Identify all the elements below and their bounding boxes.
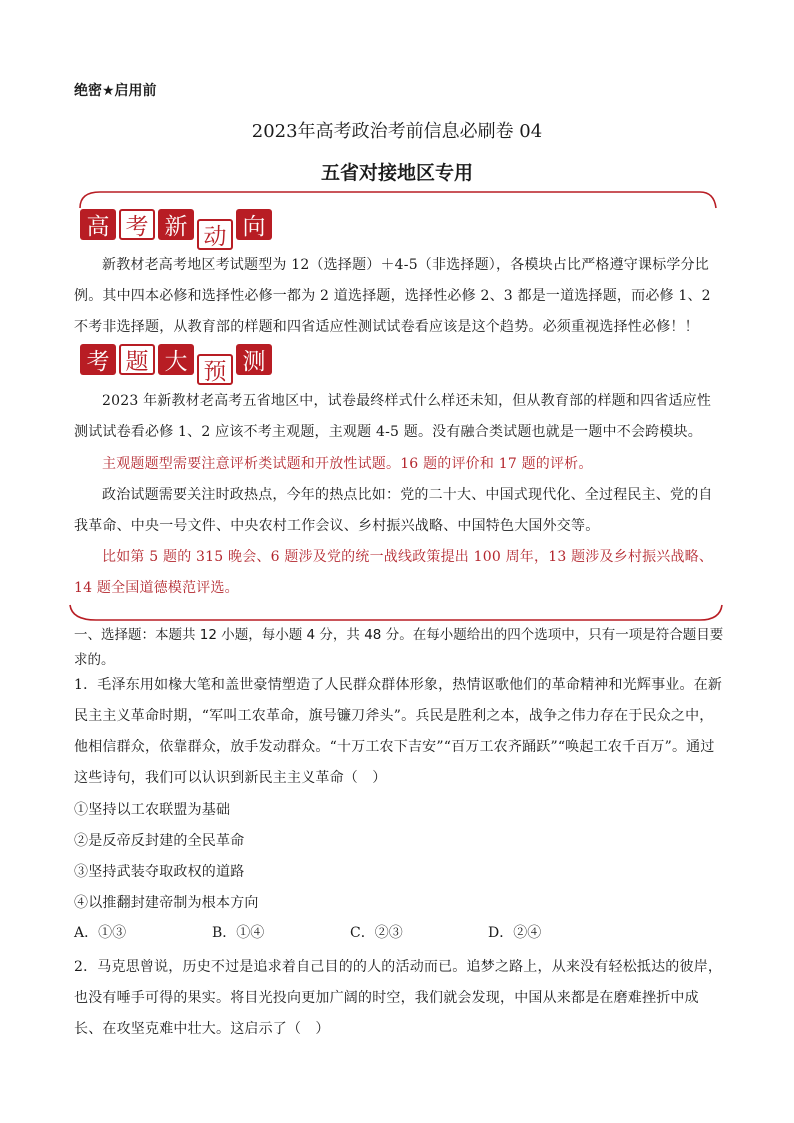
badge-char: 向 bbox=[236, 209, 272, 240]
forecast-paragraph-1: 2023 年新教材老高考五省地区中，试卷最终样式什么样还未知，但从教育部的样题和四省适应性测试试卷看必修 1、2 应该不考主观题，主观题 4-5 题。没有融合类试题也就是一题中不会跨模块。 bbox=[74, 393, 712, 440]
question-1-item: ④以推翻封建帝制为根本方向 bbox=[74, 895, 259, 911]
trend-paragraph: 新教材老高考地区考试题型为 12（选择题）＋4-5（非选择题），各模块占比严格遵守课标学分比例。其中四本必修和选择性必修一都为 2 道选择题，选择性必修 2、3 都是一道选择题，而必修 1、2 不考非选择题，从教育部的样题和四省适应性测试试卷看应该是这个趋势。必须重视选择性必修！！ bbox=[74, 257, 711, 335]
forecast-paragraph-2: 主观题题型需要注意评析类试题和开放性试题。16 题的评价和 17 题的评析。 bbox=[102, 456, 593, 472]
option-d: D．②④ bbox=[488, 925, 542, 941]
forecast-paragraph-4: 比如第 5 题的 315 晚会、6 题涉及党的统一战线政策提出 100 周年，13 题涉及乡村振兴战略、14 题全国道德模范评选。 bbox=[74, 549, 714, 596]
badge-char: 测 bbox=[236, 344, 272, 375]
option-a: A．①③ bbox=[74, 925, 127, 941]
section-header: 一、选择题：本题共 12 小题，每小题 4 分，共 48 分。在每小题给出的四个选项中，只有一项是符合题目要求的。 bbox=[74, 627, 724, 668]
question-1-stem: 1．毛泽东用如椽大笔和盖世豪情塑造了人民群众群体形象，热情讴歌他们的革命精神和光辉事业。在新民主主义革命时期，“军叫工农革命，旗号镰刀斧头”。兵民是胜利之本，战争之伟力存在于民众之中，他相信群众，依靠群众，放手发动群众。“十万工农下吉安”“百万工农齐踊跃”“唤起工农千百万”。通过这些诗句，我们可以认识到新民主主义革命（ ） bbox=[74, 677, 723, 786]
badge-char: 动 bbox=[197, 219, 233, 250]
badge-char: 考 bbox=[119, 209, 155, 240]
confidential-mark: 绝密★启用前 bbox=[74, 83, 157, 99]
paper-title: 2023年高考政治考前信息必刷卷 04 bbox=[251, 121, 543, 142]
badge-exam-forecast bbox=[80, 344, 272, 385]
badge-char: 新 bbox=[158, 209, 194, 240]
question-2-stem: 2．马克思曾说，历史不过是追求着自己目的的人的活动而已。追梦之路上，从来没有轻松抵达的彼岸，也没有唾手可得的果实。将目光投向更加广阔的时空，我们就会发现，中国从来都是在磨难挫折中成长、在攻坚克难中壮大。这启示了（ ） bbox=[74, 959, 723, 1037]
badge-char: 大 bbox=[158, 344, 194, 375]
question-1-options bbox=[74, 922, 626, 942]
badge-char: 题 bbox=[119, 344, 155, 375]
paper-subtitle: 五省对接地区专用 bbox=[320, 162, 473, 184]
badge-exam-trend bbox=[80, 209, 272, 250]
badge-char: 考 bbox=[80, 344, 116, 375]
question-1-item: ②是反帝反封建的全民革命 bbox=[74, 833, 245, 849]
badge-char: 预 bbox=[197, 354, 233, 385]
option-b: B．①④ bbox=[212, 925, 265, 941]
option-c: C．②③ bbox=[350, 925, 403, 941]
badge-char: 高 bbox=[80, 209, 116, 240]
question-1-item: ①坚持以工农联盟为基础 bbox=[74, 802, 231, 818]
forecast-paragraph-3: 政治试题需要关注时政热点，今年的热点比如：党的二十大、中国式现代化、全过程民主、党的自我革命、中央一号文件、中央农村工作会议、乡村振兴战略、中国特色大国外交等。 bbox=[74, 487, 713, 534]
question-1-item: ③坚持武装夺取政权的道路 bbox=[74, 864, 245, 880]
